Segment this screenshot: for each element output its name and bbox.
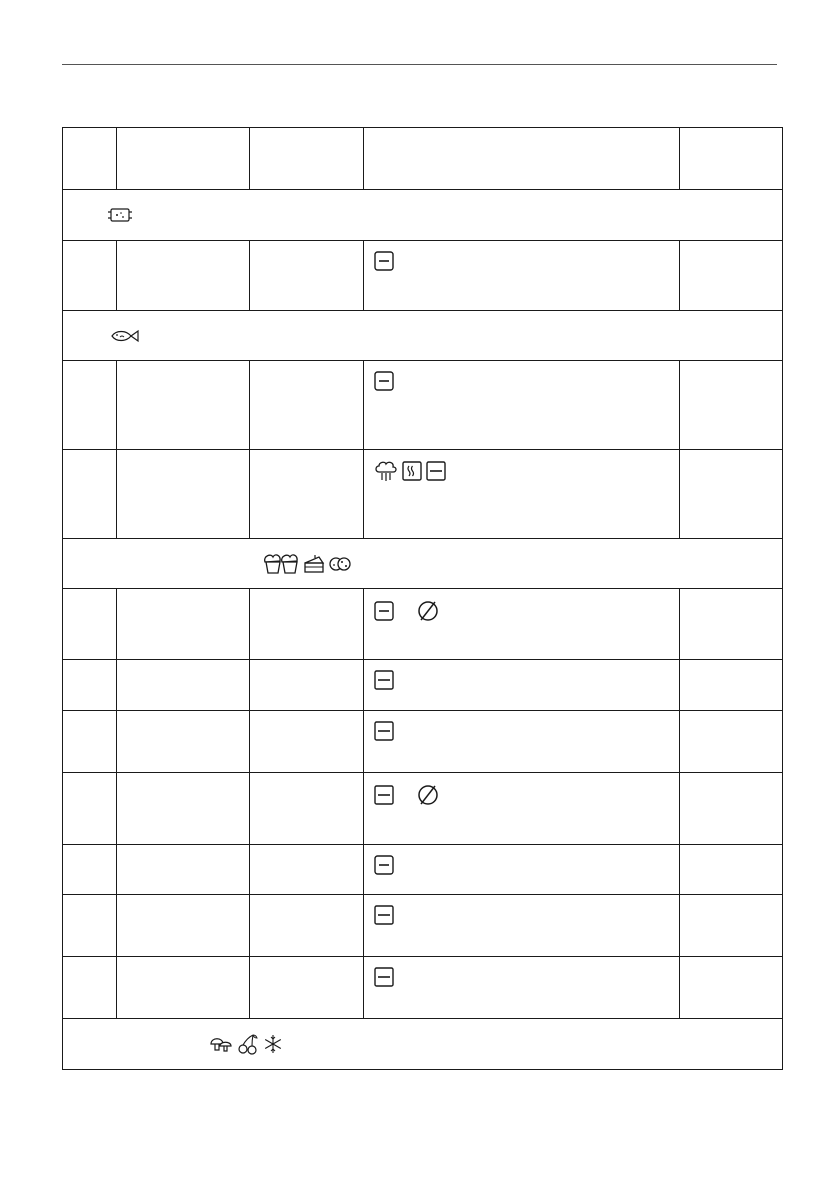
table-row xyxy=(63,773,783,845)
table-cell xyxy=(63,773,117,845)
table-cell xyxy=(63,450,117,539)
table-header-row xyxy=(63,128,783,190)
bottom-heat-icon xyxy=(374,251,394,271)
table-cell xyxy=(117,450,250,539)
header-cell xyxy=(680,128,783,190)
bottom-heat-icon xyxy=(374,967,394,987)
bottom-heat-icon xyxy=(374,371,394,391)
programme-table xyxy=(62,127,783,1070)
table-cell xyxy=(680,361,783,450)
section-cell xyxy=(63,539,783,589)
table-cell xyxy=(117,361,250,450)
table-cell xyxy=(63,895,117,957)
table-cell xyxy=(250,589,364,660)
header-rule xyxy=(62,64,777,65)
no-symbol-icon xyxy=(416,783,440,807)
header-cell xyxy=(117,128,250,190)
section-cell xyxy=(63,1019,783,1070)
table-cell xyxy=(63,361,117,450)
section-cell xyxy=(63,190,783,241)
table-cell xyxy=(117,895,250,957)
function-cell xyxy=(364,450,680,539)
table-cell xyxy=(117,957,250,1019)
table-cell xyxy=(680,589,783,660)
bottom-heat-icon xyxy=(374,670,394,690)
table-row xyxy=(63,711,783,773)
table-cell xyxy=(680,660,783,711)
table-cell xyxy=(680,241,783,311)
cake-slice-icon xyxy=(303,554,325,574)
table-cell xyxy=(250,361,364,450)
table-cell xyxy=(63,711,117,773)
mushroom-icon xyxy=(209,1034,233,1054)
section-row xyxy=(63,190,783,241)
table-cell xyxy=(250,957,364,1019)
table-cell xyxy=(680,711,783,773)
table-row xyxy=(63,845,783,895)
muffins-icon xyxy=(263,553,299,575)
table-cell xyxy=(250,711,364,773)
table-cell xyxy=(117,845,250,895)
table-row xyxy=(63,589,783,660)
table-cell xyxy=(117,241,250,311)
fish-icon xyxy=(110,329,140,343)
table-cell xyxy=(250,845,364,895)
function-cell xyxy=(364,773,680,845)
table-cell xyxy=(250,895,364,957)
table-cell xyxy=(680,845,783,895)
table-cell xyxy=(680,895,783,957)
no-symbol-icon xyxy=(416,599,440,623)
table-cell xyxy=(680,450,783,539)
steam-mode-icon xyxy=(402,461,422,481)
cookies-icon xyxy=(329,555,351,573)
table-cell xyxy=(63,241,117,311)
table-cell xyxy=(63,660,117,711)
function-cell xyxy=(364,895,680,957)
table-cell xyxy=(250,773,364,845)
table-cell xyxy=(680,773,783,845)
function-cell xyxy=(364,361,680,450)
section-cell xyxy=(63,311,783,361)
bottom-heat-icon xyxy=(374,855,394,875)
table-row xyxy=(63,895,783,957)
section-row xyxy=(63,539,783,589)
bottom-heat-icon xyxy=(374,785,394,805)
table-cell xyxy=(250,241,364,311)
table-cell xyxy=(250,450,364,539)
snowflake-icon xyxy=(263,1034,283,1054)
section-row xyxy=(63,311,783,361)
bottom-heat-icon xyxy=(374,721,394,741)
table-row xyxy=(63,957,783,1019)
oven-tray-icon xyxy=(107,207,133,223)
function-cell xyxy=(364,845,680,895)
bottom-heat-icon xyxy=(426,461,446,481)
table-cell xyxy=(117,711,250,773)
header-cell xyxy=(63,128,117,190)
function-cell xyxy=(364,589,680,660)
section-row xyxy=(63,1019,783,1070)
table-cell xyxy=(250,660,364,711)
table-cell xyxy=(63,957,117,1019)
table-cell xyxy=(680,957,783,1019)
header-cell xyxy=(364,128,680,190)
table-cell xyxy=(63,589,117,660)
function-cell xyxy=(364,660,680,711)
function-cell xyxy=(364,241,680,311)
bottom-heat-icon xyxy=(374,905,394,925)
table-cell xyxy=(63,845,117,895)
table-row xyxy=(63,241,783,311)
bottom-heat-icon xyxy=(374,601,394,621)
table-row xyxy=(63,450,783,539)
cherries-icon xyxy=(237,1033,259,1055)
table-row xyxy=(63,361,783,450)
table-cell xyxy=(117,589,250,660)
steam-icon xyxy=(374,460,398,482)
table-cell xyxy=(117,660,250,711)
function-cell xyxy=(364,711,680,773)
table-cell xyxy=(117,773,250,845)
function-cell xyxy=(364,957,680,1019)
table-row xyxy=(63,660,783,711)
header-cell xyxy=(250,128,364,190)
